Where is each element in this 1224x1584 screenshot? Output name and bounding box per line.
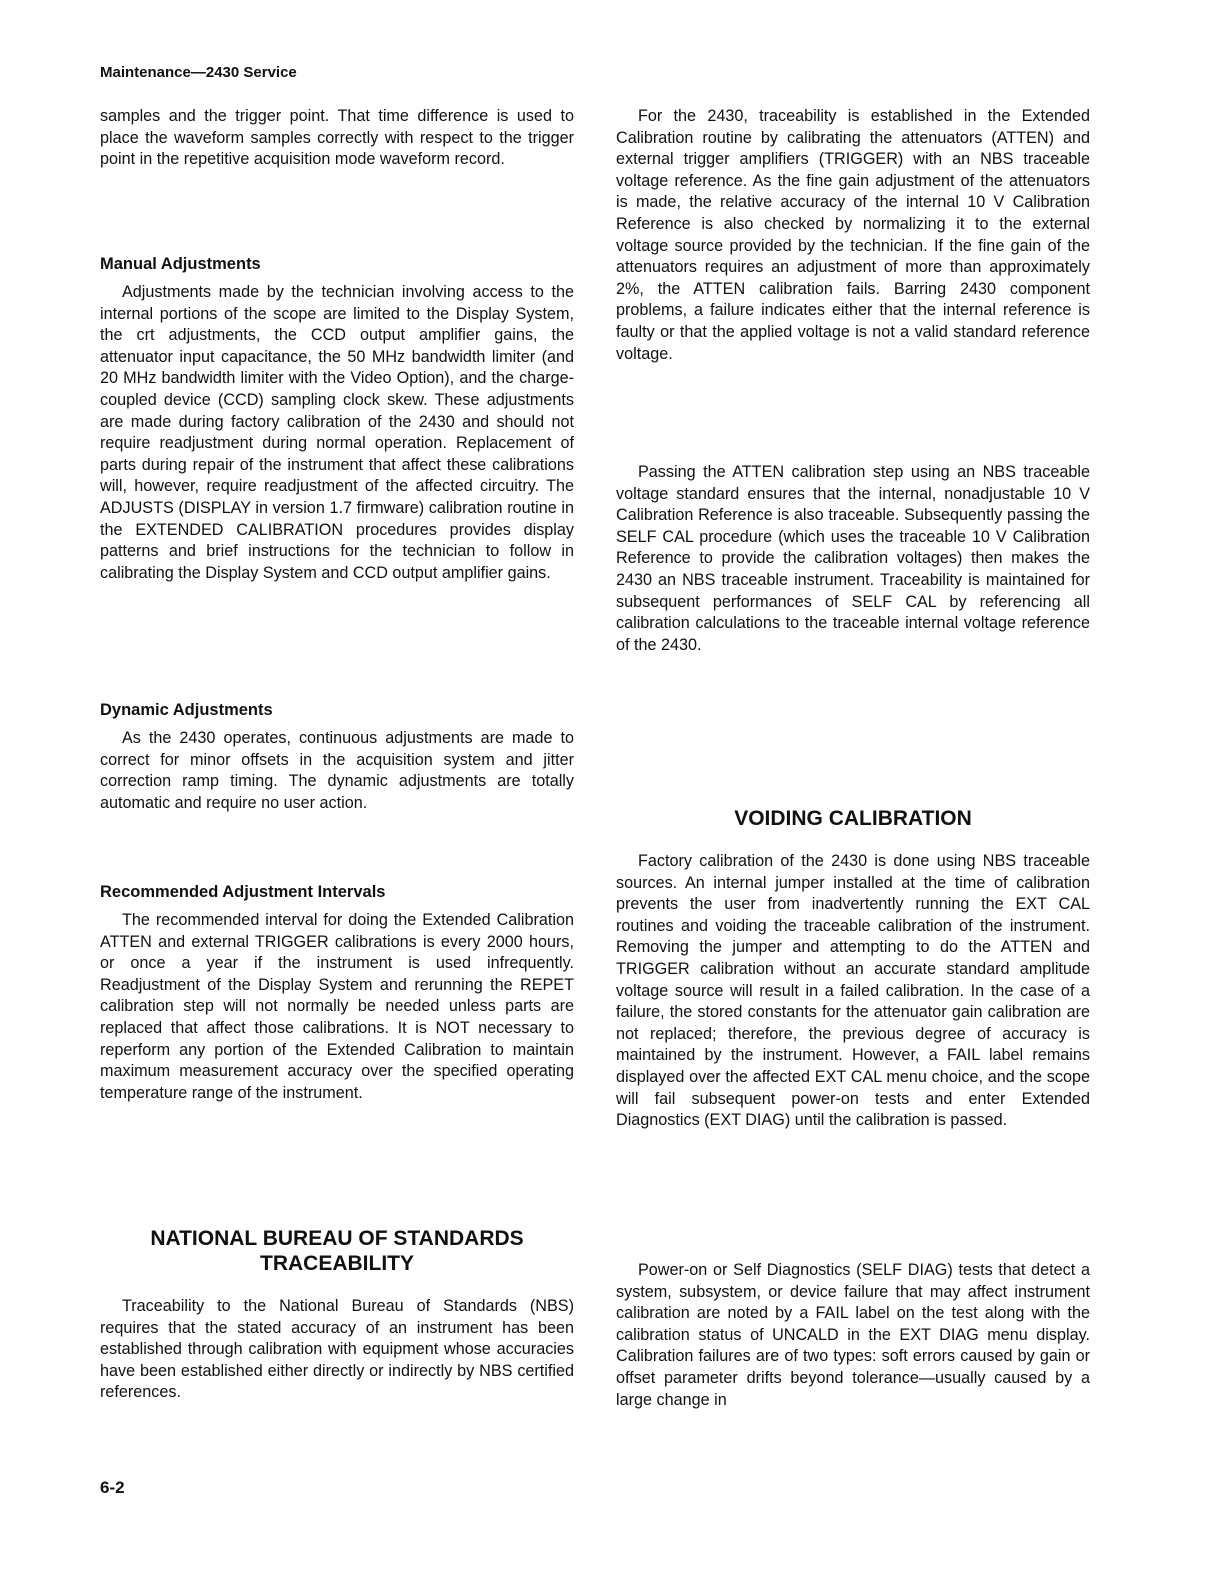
voiding-calibration-body-2: Power-on or Self Diagnostics (SELF DIAG) tests that detect a system, subsystem, or device failure that may affect instrument calibration are noted by a FAIL label on the test along with the calibration status of UNCALD in the EXT DIAG menu display. Calibration failures are of two types: soft errors caused by gain or offset parameter drifts beyond tolerance—usually caused by a large change in: [616, 1261, 1090, 1409]
adjustment-intervals-heading: Recommended Adjustment Intervals: [100, 883, 386, 901]
running-head: Maintenance—2430 Service: [100, 64, 297, 81]
nbs-traceability-section: [100, 1226, 574, 1404]
traceability-paragraph-2: Passing the ATTEN calibration step using an NBS traceable voltage standard ensures that the internal, nonadjustable 10 V Calibration Reference is also traceable. Subsequently passing the SELF CAL procedure (which uses the traceable 10 V Calibration Reference to provide the calibration voltages) then makes the 2430 an NBS traceable instrument. Traceability is maintained for subsequent performances of SELF CAL by referencing all calibration calculations to the traceable internal voltage reference of the 2430.: [616, 463, 1090, 654]
manual-adjustments-section: [100, 254, 574, 584]
nbs-traceability-body: Traceability to the National Bureau of Standards (NBS) requires that the stated accuracy of an instrument has been established through calibration with equipment whose accuracies have been established either directly or indirectly by NBS certified references.: [100, 1297, 574, 1402]
nbs-heading-line1: NATIONAL BUREAU OF STANDARDS: [150, 1227, 524, 1250]
manual-adjustments-body: Adjustments made by the technician involving access to the internal portions of the scope are limited to the Display System, the crt adjustments, the CCD output amplifier gains, the attenuator input capacitance, the 50 MHz bandwidth limiter (and 20 MHz bandwidth limiter with the Video Option), and the charge-coupled device (CCD) sampling clock skew. These adjustments are made during factory calibration of the 2430 and should not require readjustment during normal operation. Replacement of parts during repair of the instrument that affect these calibrations will, however, require readjustment of the affected circuitry. The ADJUSTS (DISPLAY in version 1.7 firmware) calibration routine in the EXTENDED CALIBRATION procedures provides display patterns and brief instructions for the technician to follow in calibrating the Display System and CCD output amplifier gains.: [100, 283, 574, 582]
voiding-calibration-heading: VOIDING CALIBRATION: [734, 807, 972, 830]
traceability-para2-section: [616, 462, 1090, 656]
page-number: 6-2: [100, 1478, 125, 1497]
adjustment-intervals-section: [100, 882, 574, 1104]
traceability-para1-section: [616, 106, 1090, 365]
dynamic-adjustments-body: As the 2430 operates, continuous adjustments are made to correct for minor offsets in the acquisition system and jitter correction ramp timing. The dynamic adjustments are totally automatic and require no user action.: [100, 729, 574, 812]
adjustment-intervals-body: The recommended interval for doing the Extended Calibration ATTEN and external TRIGGER calibrations is every 2000 hours, or once a year if the instrument is used infrequently. Readjustment of the Display System and rerunning the REPET calibration step will not normally be needed unless parts are replaced that affect those calibrations. It is NOT necessary to reperform any portion of the Extended Calibration to maintain maximum measurement accuracy over the specified operating temperature range of the instrument.: [100, 911, 574, 1102]
dynamic-adjustments-section: [100, 700, 574, 814]
dynamic-adjustments-heading: Dynamic Adjustments: [100, 701, 273, 719]
nbs-heading-line2: TRACEABILITY: [260, 1252, 414, 1275]
left-column: [100, 106, 574, 1426]
voiding-calibration-section: [616, 806, 1090, 1132]
voiding-calibration-body-1: Factory calibration of the 2430 is done using NBS traceable sources. An internal jumper installed at the time of calibration prevents the user from inadvertently running the EXT CAL routines and voiding the traceable calibration of the instrument. Removing the jumper and attempting to do the ATTEN and TRIGGER calibration without an accurate standard amplitude voltage source will result in a failed calibration. In the case of a failure, the stored constants for the attenuator gain calibration are not replaced; therefore, the previous degree of accuracy is maintained by the instrument. However, a FAIL label remains displayed over the affected EXT CAL menu choice, and the scope will fail subsequent power-on tests and enter Extended Diagnostics (EXT DIAG) until the calibration is passed.: [616, 852, 1090, 1130]
self-diag-section: [616, 1260, 1090, 1411]
manual-adjustments-heading: Manual Adjustments: [100, 255, 261, 273]
right-column: [616, 106, 1090, 1426]
intro-paragraph: samples and the trigger point. That time difference is used to place the waveform samples correctly with respect to the trigger point in the repetitive acquisition mode waveform record.: [100, 107, 574, 169]
traceability-paragraph-1: For the 2430, traceability is established in the Extended Calibration routine by calibrating the attenuators (ATTEN) and external trigger amplifiers (TRIGGER) with an NBS traceable voltage reference. As the fine gain adjustment of the attenuators is made, the relative accuracy of the internal 10 V Calibration Reference is also checked by normalizing it to the external voltage source provided by the technician. If the fine gain of the attenuators requires an adjustment of more than approximately 2%, the ATTEN calibration fails. Barring 2430 component problems, a failure indicates either that the internal reference is faulty or that the applied voltage is not a valid standard reference voltage.: [616, 107, 1090, 363]
intro-section: [100, 106, 574, 171]
nbs-traceability-heading: [100, 1226, 574, 1276]
